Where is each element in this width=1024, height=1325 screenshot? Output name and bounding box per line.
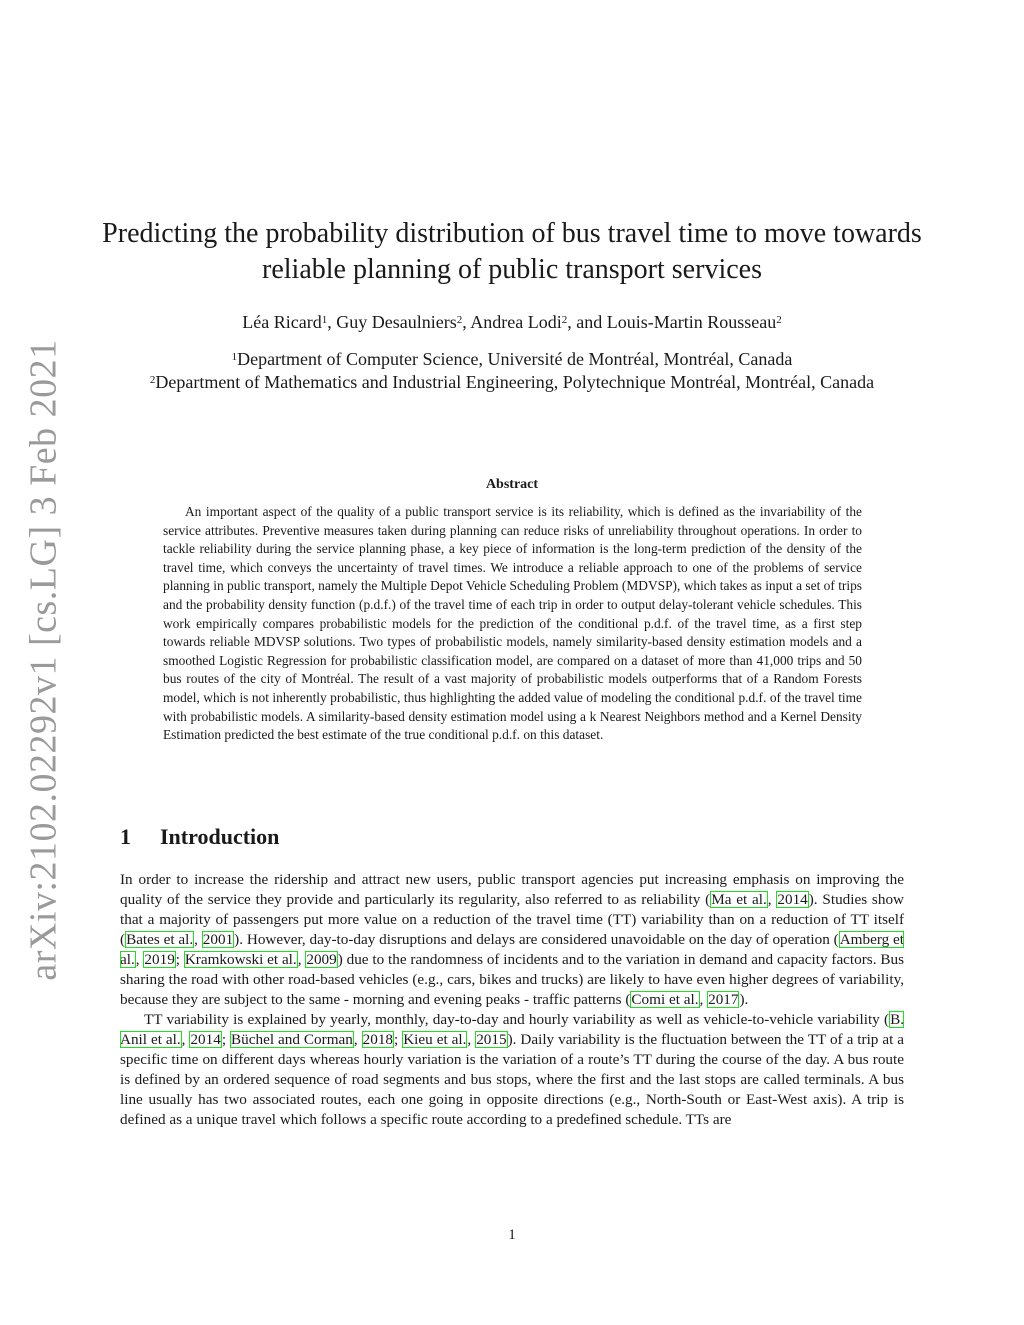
paragraph-text: , (699, 991, 708, 1008)
citation-link[interactable]: 2001 (202, 931, 234, 948)
paragraph-text: ) due to the randomness of incidents and to the variation in demand and capacity factors. Bus sharing the road with other road-based vehicles (e.g., cars, bikes and trucks) are likely to have even higher degrees of variability, because they are subject to the same - morning and evening peaks - traffic patterns ( (120, 951, 904, 1008)
paragraph-text: In order to increase the ridership and attract new users, public transport agencies put increasing emphasis on improving the quality of the service they provide and particularly its regularity, also referred to as reliability ( (120, 871, 904, 908)
citation-link[interactable]: 2018 (362, 1031, 394, 1048)
citation-link[interactable]: Comi et al. (631, 991, 699, 1008)
paragraph-text: , (194, 931, 202, 948)
citation-link[interactable]: 2017 (708, 991, 739, 1008)
affiliation-line (100, 371, 924, 394)
section-number: 1 (120, 824, 131, 849)
abstract-text: An important aspect of the quality of a public transport service is its reliability, which is defined as the invariability of the service attributes. Preventive measures taken during planning can reduce risks of unreliability throughout operations. In order to tackle reliability during the service planning phase, a key piece of information is the long-term prediction of the density of the travel time, which conveys the uncertainty of travel times. We introduce a reliable approach to one of the problems of service planning in public transport, namely the Multiple Depot Vehicle Scheduling Problem (MDVSP), which takes as input a set of trips and the probability density function (p.d.f.) of the travel time of each trip in order to output delay-tolerant vehicle schedules. This work empirically compares probabilistic models for the prediction of the conditional p.d.f. of the travel time, as a first step towards reliable MDVSP solutions. Two types of probabilistic models, namely similarity-based density estimation models and a smoothed Logistic Regression for probabilistic classification model, are compared on a dataset of more than 41,000 trips and 50 bus routes of the city of Montréal. The result of a vast majority of probabilistic models outperforms that of a Random Forests model, which is not inherently probabilistic, thus highlighting the added value of modeling the conditional p.d.f. of the travel time with probabilistic models. A similarity-based density estimation model using a k Nearest Neighbors method and a Kernel Density Estimation predicted the best estimate of the true conditional p.d.f. on this dataset. (163, 504, 862, 743)
paragraph-text: ). However, day-to-day disruptions and delays are considered unavoidable on the day of operation ( (234, 931, 839, 948)
citation-link[interactable]: Kieu et al. (403, 1031, 467, 1048)
paragraph-text: TT variability is explained by yearly, monthly, day-to-day and hourly variability as well as vehicle-to-vehicle variability ( (144, 1011, 890, 1028)
paragraph-text: , (135, 951, 144, 968)
arxiv-identifier-stamp (12, 339, 76, 981)
section-title: Introduction (160, 824, 280, 849)
paragraph-text: ; (221, 1031, 231, 1048)
page-number: 1 (508, 1227, 516, 1243)
author-list: Léa Ricard$^1$, Guy Desaulniers$^2$, Andrea Lodi$^2$, and Louis-Martin Rousseau$^2$ (242, 312, 782, 332)
author-affiliation-mark: 2 (561, 314, 568, 326)
paragraph-text: ). Studies show that a majority of passengers put more value on a reduction of the travel time (TT) variability than on a reduction of TT itself ( (120, 891, 905, 948)
paragraph-text: , (297, 951, 306, 968)
author-affiliation-mark: 2 (456, 314, 463, 326)
citation-link[interactable]: 2014 (777, 891, 808, 908)
author: Guy Desaulniers (336, 312, 457, 332)
paragraph-text: ; (175, 951, 184, 968)
paragraph (120, 870, 904, 1010)
paragraph-text: ). Daily variability is the fluctuation between the TT of a trip at a specific time on different days whereas hourly variation is the variation of a route’s TT during the course of the day. A bus route is defined by an ordered sequence of road segments and bus stops, where the first and the last stops are called terminals. A bus line usually has two associated routes, each one going in opposite directions (e.g., North-South or East-West axis). A trip is defined as a unique travel which follows a specific route according to a predefined schedule. TTs are (120, 1031, 905, 1128)
author: Andrea Lodi (470, 312, 562, 332)
affiliation-line (100, 348, 924, 371)
affiliation-text: Department of Computer Science, Université de Montréal, Montréal, Canada (237, 349, 793, 369)
citation-link[interactable]: Büchel and Corman (231, 1031, 353, 1048)
introduction-body (120, 870, 904, 1130)
citation-link[interactable]: Kramkowski et al. (184, 951, 297, 968)
paragraph-text: ). (739, 991, 749, 1008)
paragraph-text: , (467, 1031, 476, 1048)
paragraph (120, 1010, 904, 1130)
citation-link[interactable]: Ma et al. (711, 891, 767, 908)
arxiv-id[interactable]: arXiv:2102.02292v1 [cs.LG] 3 Feb 2021 (23, 339, 66, 981)
author: Louis-Martin Rousseau (606, 312, 777, 332)
affiliation-text: Department of Mathematics and Industrial Engineering, Polytechnique Montréal, Montréal, Canada (155, 372, 875, 392)
paper-title: Predicting the probability distribution of bus travel time to move towards reliable planning of public transport services (102, 218, 922, 285)
abstract-heading: Abstract (485, 477, 539, 492)
citation-link[interactable]: 2009 (306, 951, 337, 968)
citation-link[interactable]: Bates et al. (126, 931, 194, 948)
paragraph-text: , (181, 1031, 190, 1048)
citation-link[interactable]: B. Anil et al. (120, 1011, 904, 1048)
paragraph-text: , (353, 1031, 362, 1048)
affiliations (100, 348, 924, 394)
paragraph-text: ; (394, 1031, 403, 1048)
citation-link[interactable]: 2019 (144, 951, 175, 968)
section-heading (120, 824, 279, 850)
affiliation-number: 1 (231, 351, 238, 363)
citation-link[interactable]: 2014 (190, 1031, 221, 1048)
author: Léa Ricard (242, 312, 322, 332)
affiliation-number: 2 (149, 374, 156, 386)
paragraph-text: , (767, 891, 777, 908)
author-affiliation-mark: 1 (321, 314, 328, 326)
citation-link[interactable]: 2015 (476, 1031, 507, 1048)
author-affiliation-mark: 2 (776, 314, 782, 326)
citation-link[interactable]: Amberg et al. (120, 931, 904, 968)
